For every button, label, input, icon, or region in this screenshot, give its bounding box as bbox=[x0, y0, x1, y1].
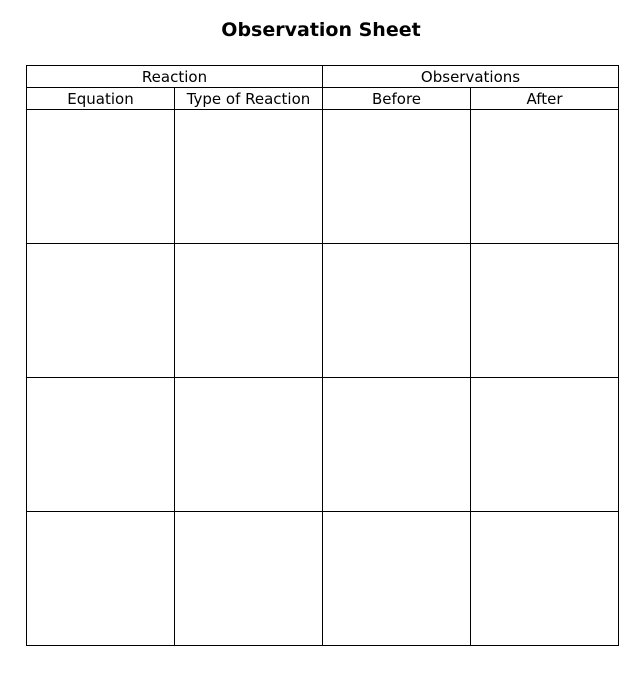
equation-cell[interactable] bbox=[27, 244, 175, 378]
type-of-reaction-cell[interactable] bbox=[175, 244, 323, 378]
observation-table bbox=[26, 65, 619, 646]
equation-cell[interactable] bbox=[27, 512, 175, 646]
column-header-row bbox=[27, 88, 619, 110]
column-header-equation: Equation bbox=[27, 88, 175, 110]
table-row bbox=[27, 244, 619, 378]
after-cell[interactable] bbox=[471, 378, 619, 512]
group-header-reaction: Reaction bbox=[27, 66, 323, 88]
before-cell[interactable] bbox=[323, 110, 471, 244]
before-cell[interactable] bbox=[323, 244, 471, 378]
after-cell[interactable] bbox=[471, 512, 619, 646]
type-of-reaction-cell[interactable] bbox=[175, 110, 323, 244]
column-header-before: Before bbox=[323, 88, 471, 110]
after-cell[interactable] bbox=[471, 110, 619, 244]
table-row bbox=[27, 512, 619, 646]
type-of-reaction-cell[interactable] bbox=[175, 512, 323, 646]
group-header-observations: Observations bbox=[323, 66, 619, 88]
column-header-type-of-reaction: Type of Reaction bbox=[175, 88, 323, 110]
column-header-after: After bbox=[471, 88, 619, 110]
before-cell[interactable] bbox=[323, 378, 471, 512]
table-row bbox=[27, 110, 619, 244]
page-title: Observation Sheet bbox=[221, 19, 421, 41]
group-header-row bbox=[27, 66, 619, 88]
equation-cell[interactable] bbox=[27, 110, 175, 244]
table-row bbox=[27, 378, 619, 512]
after-cell[interactable] bbox=[471, 244, 619, 378]
equation-cell[interactable] bbox=[27, 378, 175, 512]
type-of-reaction-cell[interactable] bbox=[175, 378, 323, 512]
before-cell[interactable] bbox=[323, 512, 471, 646]
